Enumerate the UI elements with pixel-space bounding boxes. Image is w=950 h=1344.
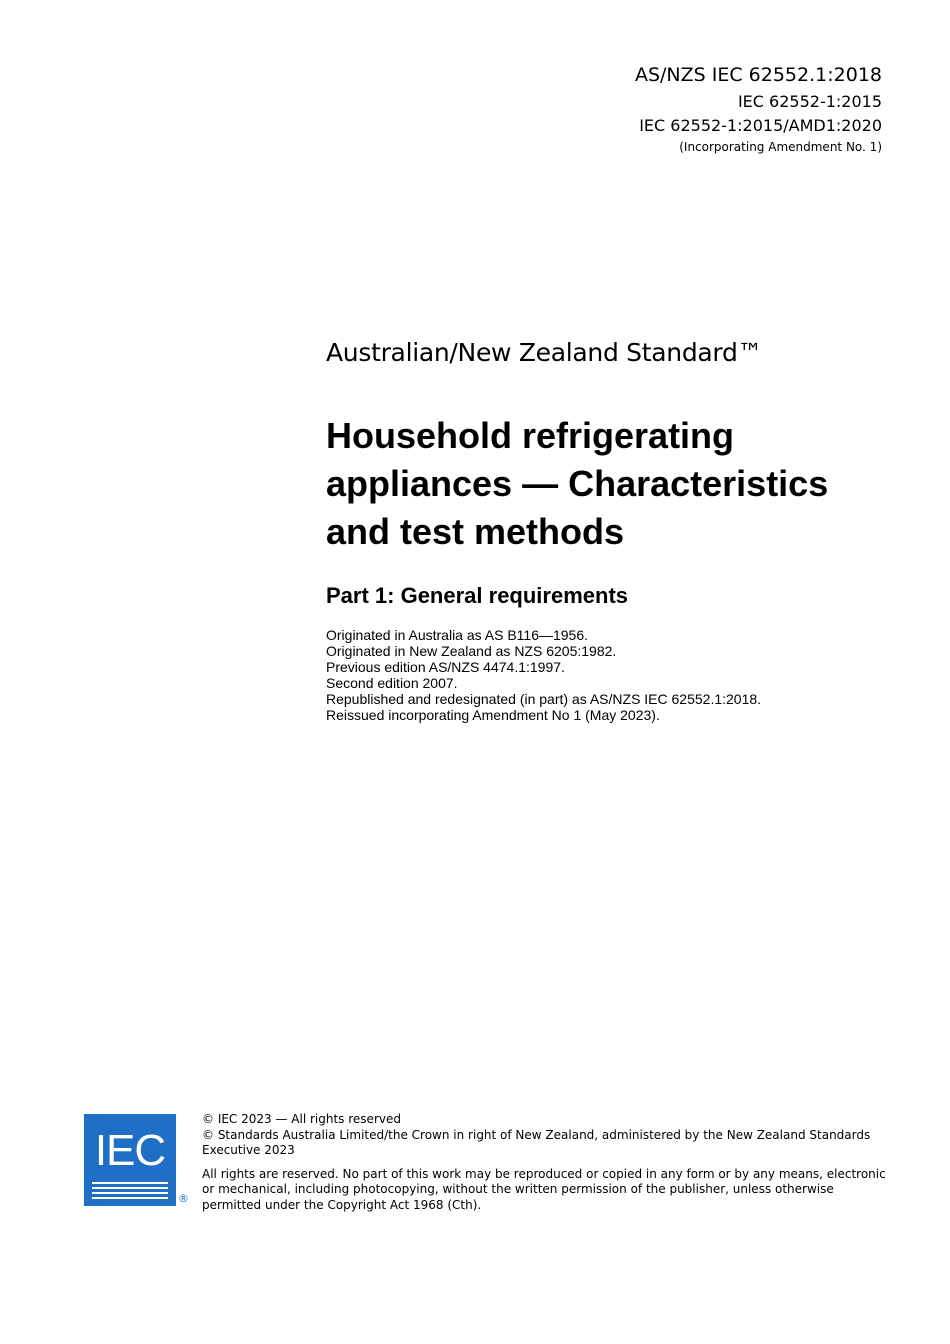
copyright-notice [202,1112,892,1213]
standard-identifiers [635,64,882,155]
standard-series: Australian/New Zealand Standard™ [326,338,763,367]
standards-copyright: © Standards Australia Limited/the Crown in right of New Zealand, administered by the New Zealand Standards Executive 2023 [202,1127,871,1157]
iec-logo [84,1114,176,1206]
standard-number: AS/NZS IEC 62552.1:2018 [634,64,882,86]
iec-logo-text: IEC [94,1126,166,1175]
history-item: Reissued incorporating Amendment No 1 (May 2023). [326,707,660,723]
history-item: Originated in New Zealand as NZS 6205:1982. [326,643,617,659]
title-line: and test methods [326,511,625,552]
amendment-number: IEC 62552-1:2015/AMD1:2020 [639,115,882,135]
registered-mark: ® [178,1192,189,1205]
part-subtitle: Part 1: General requirements [326,583,629,608]
title-line: Household refrigerating [326,415,735,456]
title-line: appliances — Characteristics [326,463,829,504]
history-item: Republished and redesignated (in part) as AS/NZS IEC 62552.1:2018. [326,691,762,707]
amendment-note: (Incorporating Amendment No. 1) [679,139,882,154]
history-item: Originated in Australia as AS B116—1956. [326,627,589,643]
history-item: Previous edition AS/NZS 4474.1:1997. [326,659,565,675]
iec-logo-lines [92,1182,168,1202]
iec-number: IEC 62552-1:2015 [737,91,882,111]
publication-history [326,627,761,723]
history-item: Second edition 2007. [326,675,458,691]
document-title [326,412,886,556]
iec-copyright: © IEC 2023 — All rights reserved [202,1112,401,1126]
rights-statement: All rights are reserved. No part of this work may be reproduced or copied in any form or by any means, electronic or mechanical, including photocopying, without the written permission of the publisher, unless otherwise permitted under the Copyright Act 1968 (Cth). [202,1166,886,1212]
